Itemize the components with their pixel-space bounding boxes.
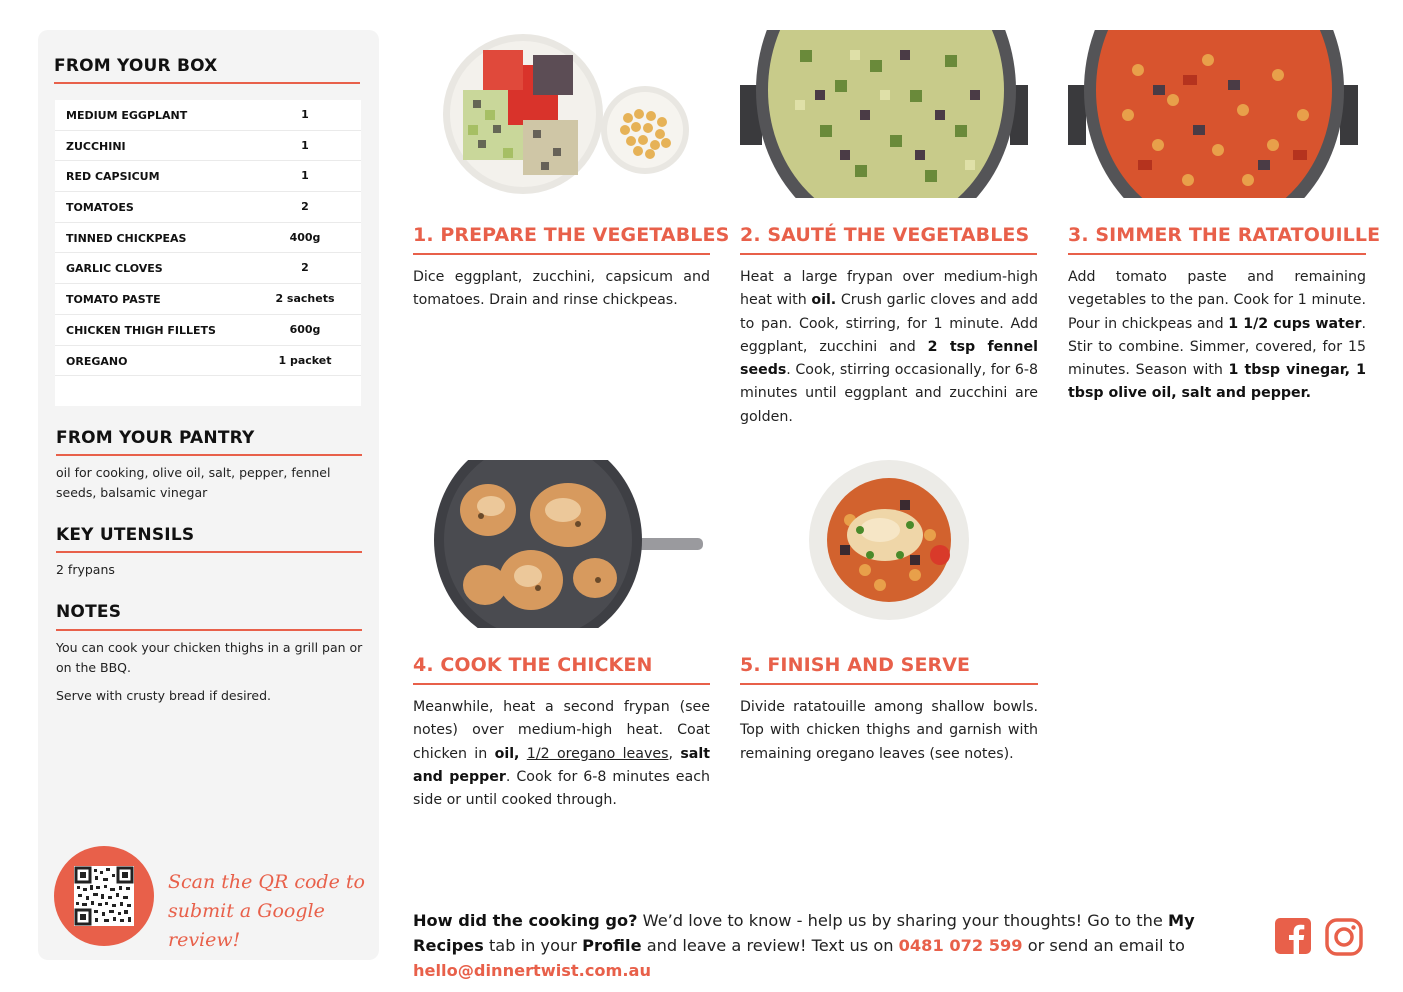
step-5-text: Divide ratatouille among shallow bowls. Top with chicken thighs and garnish with remaining oregano leaves (see notes). [740,699,1038,762]
footer-text-3: and leave a review! Text us on [641,936,899,955]
table-row [55,253,361,284]
step-3-title: 3. SIMMER THE RATATOUILLE [1068,224,1381,246]
ingredient-name: GARLIC CLOVES [66,262,163,276]
step-2-title: 2. SAUTÉ THE VEGETABLES [740,224,1030,246]
utensils-text: 2 frypans [56,562,115,577]
step-1-photo [413,30,710,198]
step-4-body [413,696,710,812]
qr-review-prompt [168,868,379,955]
qr-code-badge[interactable] [54,846,154,946]
ingredient-name: CHICKEN THIGH FILLETS [66,323,216,337]
table-row [55,346,361,377]
step-4-text-1: Meanwhile, heat a second frypan (see notes) over medium-high heat. Coat chicken in [413,699,710,762]
step-3-text-1: Add tomato paste and remaining vegetables to the pan. Cook for 1 minute. Pour in chickpeas and [1068,269,1366,332]
step-4-bold-1: oil, [494,745,520,762]
step-1-text: Dice eggplant, zucchini, capsicum and tomatoes. Drain and rinse chickpeas. [413,269,710,309]
box-ingredients-table [55,100,361,406]
utensils-rule [56,551,362,553]
step-3-photo [1068,30,1366,198]
step-5-title: 5. FINISH AND SERVE [740,654,971,676]
table-row [55,161,361,192]
step-3-bold-2: 1 tbsp vinegar, 1 tbsp olive oil, salt and pepper. [1068,362,1366,402]
step-1-rule [413,253,710,255]
ingredient-name: RED CAPSICUM [66,170,160,184]
ingredient-name: ZUCCHINI [66,139,126,153]
step-2-bold-2: 2 tsp fennel seeds [740,338,1038,379]
ingredient-name: TINNED CHICKPEAS [66,231,187,245]
step-5-photo [740,460,1038,628]
step-2-body [740,266,1038,429]
footer-bold-1: How did the cooking go? [413,911,638,930]
step-2-text-2: Crush garlic cloves and add to pan. Cook, stirring, for 1 minute. Add eggplant, zucchini and [740,292,1038,355]
ingredient-name: MEDIUM EGGPLANT [66,109,188,122]
ingredient-name: TOMATO PASTE [66,293,161,307]
ingredients-panel [38,30,379,960]
step-5-body [740,696,1038,766]
review-footer [413,908,1263,983]
ingredient-qty: 2 [301,261,309,275]
step-3-bold-1: 1 1/2 cups water [1228,315,1362,332]
step-2-text-3: . Cook, stirring occasionally, for 6-8 minutes until eggplant and zucchini are golden. [740,362,1038,425]
step-4-text-3: , [668,745,681,762]
qr-line-2: submit a Google review! [168,900,325,951]
step-3-text-2: . Stir to combine. Simmer, covered, for 15 minutes. Season with [1068,315,1366,379]
table-row [55,131,361,162]
box-title: FROM YOUR BOX [54,56,218,76]
facebook-icon[interactable] [1275,918,1313,956]
qr-code[interactable] [74,866,134,926]
pantry-rule [56,454,362,456]
email-link[interactable]: hello@dinnertwist.com.au [413,961,651,980]
notes-text-2: Serve with crusty bread if desired. [56,688,272,703]
step-4-photo [413,460,710,628]
step-2-rule [740,253,1037,255]
step-3-body [1068,266,1366,406]
pantry-title: FROM YOUR PANTRY [56,428,255,448]
ingredient-qty: 2 [301,200,309,214]
footer-text-4: or send an email to [1022,936,1185,955]
table-row [55,100,361,131]
ingredient-qty: 1 [301,108,309,121]
step-4-underline-1: 1/2 oregano leaves [526,745,669,762]
ingredient-qty: 1 [301,138,309,152]
table-row [55,284,361,315]
ingredient-name: TOMATOES [66,201,134,215]
footer-bold-3: Profile [582,936,642,955]
step-4-text-2 [519,746,526,762]
ingredient-qty: 400g [289,230,321,244]
utensils-title: KEY UTENSILS [56,525,195,545]
step-2-text-1: Heat a large frypan over medium-high heat with [740,269,1038,309]
notes-text-1: You can cook your chicken thighs in a grill pan or on the BBQ. [56,640,363,675]
footer-text-2: tab in your [483,936,583,955]
step-1-body [413,266,710,313]
ingredient-qty: 600g [289,322,321,336]
step-4-bold-2: salt and pepper [413,745,710,785]
footer-bold-2: My Recipes [413,911,1195,955]
ingredient-name: OREGANO [66,354,128,368]
notes-title: NOTES [56,602,122,622]
table-row [55,192,361,223]
step-5-rule [740,683,1038,685]
ingredient-qty: 2 sachets [275,292,335,306]
step-4-rule [413,683,710,685]
step-4-text-4: . Cook for 6-8 minutes each side or until cooked through. [413,768,710,809]
pantry-text: oil for cooking, olive oil, salt, pepper, fennel seeds, balsamic vinegar [56,465,331,500]
table-row [55,223,361,254]
table-row [55,315,361,346]
step-1-title: 1. PREPARE THE VEGETABLES [413,224,730,246]
step-3-rule [1068,253,1366,255]
step-2-photo [740,30,1038,198]
phone-link[interactable]: 0481 072 599 [898,936,1023,955]
qr-line-1: Scan the QR code to [168,871,365,893]
footer-text-1: We’d love to know - help us by sharing your thoughts! Go to the [637,911,1169,930]
ingredient-qty: 1 packet [278,353,332,367]
box-title-rule [54,82,360,84]
ingredient-qty: 1 [301,169,309,183]
instagram-icon[interactable] [1325,918,1363,956]
step-2-bold-1: oil. [811,292,837,309]
notes-rule [56,629,362,631]
step-4-title: 4. COOK THE CHICKEN [413,654,653,676]
